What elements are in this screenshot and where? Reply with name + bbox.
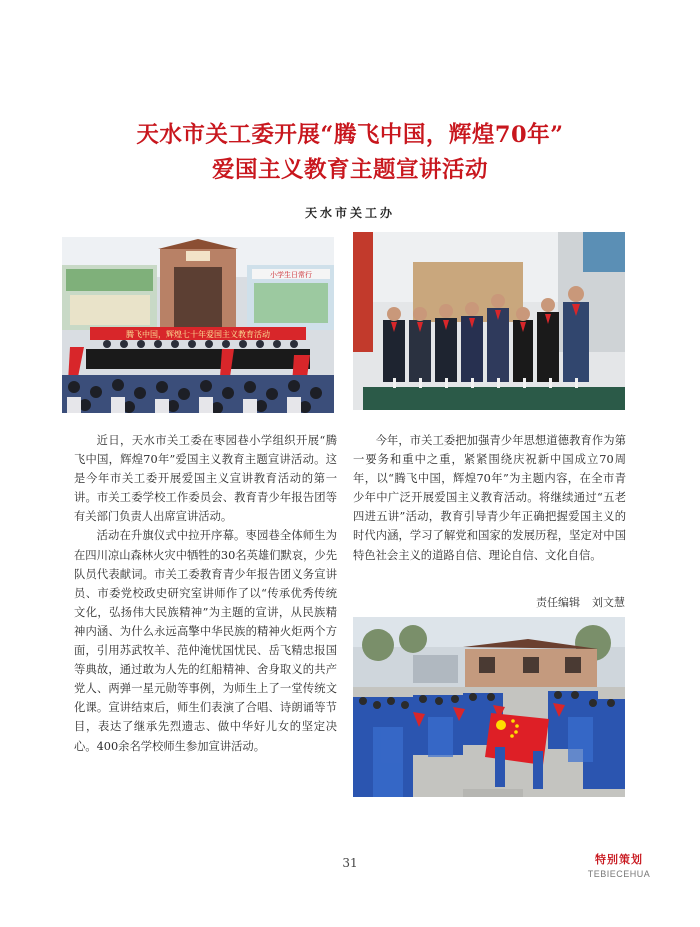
photo-flag-raising-ceremony — [353, 617, 625, 797]
article-author: 天水市关工办 — [304, 206, 395, 220]
body-column-left — [74, 431, 337, 756]
article-title-line2: 爱国主义教育主题宣讲活动 — [211, 157, 488, 183]
section-name-zh: 特别策划 — [595, 853, 643, 866]
photo-school-ceremony — [62, 237, 334, 413]
paragraph: 今年，市关工委把加强青少年思想道德教育作为第一要务和重中之重，紧紧围绕庆祝新中国成立70周年，以“腾飞中国，辉煌70年”为主题内容，在全市青少年中广泛开展爱国主义教育活动。将继续通过“五老四进五讲”活动，教育引导青少年正确把握爱国主义的时代内涵，学习了解党和国家的发展历程，坚定对中国特色社会主义的道路自信、理论自信、文化自信。 — [353, 434, 626, 562]
section-label — [579, 851, 659, 879]
editor-credit — [536, 594, 625, 610]
body-column-right — [353, 431, 626, 565]
paragraph: 活动在升旗仪式中拉开序幕。枣园巷全体师生为在四川凉山森林火灾中牺牲的30名英雄们默哀，少先队员代表献词。市关工委教育青少年报告团义务宣讲员、市委党校政史研究室讲师作了以“传承优秀传统文化，弘扬伟大民族精神”为主题的宣讲，从民族精神内涵、为什么永远高擎中华民族的精神火炬两个方面，引用苏武牧羊、范仲淹忧国忧民、岳飞精忠报国等典故，通过敢为人先的红船精神、舍身取义的共产党人、两弹一星元勋等事例，为师生上了一堂传统文化课。宣讲结束后，师生们表演了合唱、诗朗诵等节目，表达了继承先烈遗志、做中华好儿女的坚定决心。400余名学校师生参加宣讲活动。 — [74, 529, 337, 753]
school-sign: 小学生日常行 — [270, 271, 312, 279]
editor-name: 刘文慧 — [592, 596, 625, 609]
article-title-line1: 天水市关工委开展“腾飞中国，辉煌70年” — [136, 122, 564, 148]
page-number: 31 — [342, 856, 358, 870]
paragraph: 近日，天水市关工委在枣园巷小学组织开展“腾飞中国，辉煌70年”爱国主义教育主题宣讲活动。这是今年市关工委开展爱国主义宣讲教育活动的第一讲。市关工委学校工作委员会、教育青少年报告团等有关部门负责人出席宣讲活动。 — [74, 434, 337, 524]
photo-officials-red-scarves — [353, 232, 625, 410]
section-name-en: TEBIECEHUA — [587, 869, 651, 879]
editor-label: 责任编辑 — [536, 596, 580, 609]
ceremony-banner: 腾飞中国，辉煌七十年爱国主义教育活动 — [126, 330, 270, 339]
